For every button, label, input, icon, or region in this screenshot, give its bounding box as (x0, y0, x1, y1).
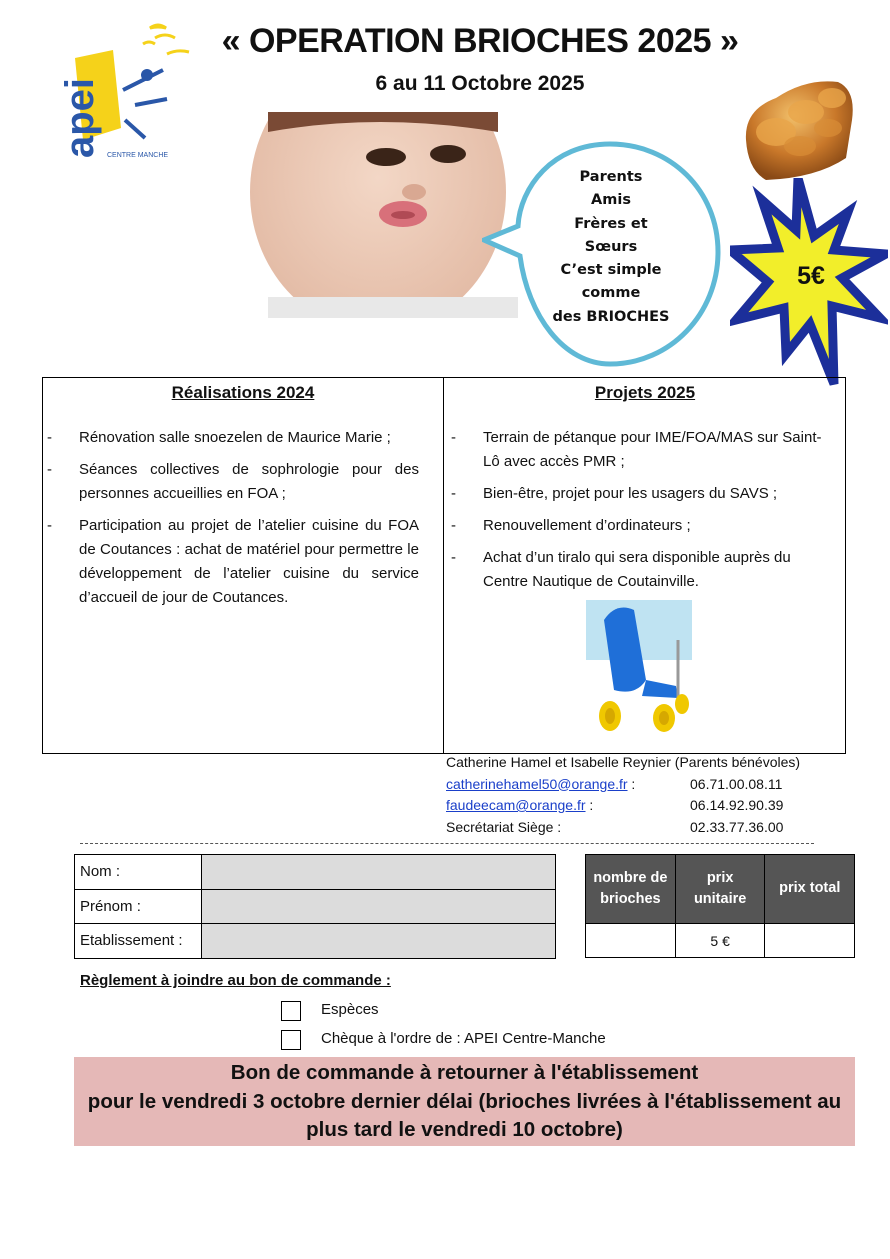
price-badge: 5€ (797, 262, 825, 290)
quantity-cell[interactable] (586, 924, 676, 958)
contact-phone: 02.33.77.36.00 (690, 818, 784, 835)
banner-line: Bon de commande à retourner à l'établissement (230, 1061, 699, 1084)
return-deadline-banner (74, 1057, 855, 1146)
list-item-text: Rénovation salle snoezelen de Maurice Marie ; (79, 429, 391, 446)
tiralo-chair-image (586, 600, 692, 736)
email-link-catherine[interactable]: catherinehamel50@orange.fr (446, 775, 628, 792)
list-item-text: Terrain de pétanque pour IME/FOA/MAS sur Saint-Lô avec accès PMR ; (483, 429, 822, 470)
especes-label: Espèces (321, 1001, 379, 1018)
header-prix-total: prix total (765, 855, 855, 924)
brioche-icon (736, 70, 858, 185)
logo-subtext: CENTRE MANCHE (107, 152, 169, 159)
table-row (586, 924, 855, 958)
bubble-line: comme (581, 285, 641, 302)
contact-row (446, 817, 800, 839)
list-item (451, 426, 836, 474)
bullet-dash: - (451, 517, 456, 534)
payment-title: Règlement à joindre au bon de commande : (80, 972, 391, 989)
contact-phone: 06.71.00.08.11 (690, 775, 783, 792)
bubble-line: Sœurs (584, 238, 638, 255)
table-row (75, 889, 556, 924)
bullet-dash: - (47, 461, 52, 478)
list-item (47, 458, 419, 506)
bubble-line: Parents (579, 169, 643, 185)
realisations-title: Réalisations 2024 (171, 383, 315, 402)
bubble-line: des BRIOCHES (552, 308, 670, 325)
list-item (451, 514, 836, 538)
contact-row (446, 795, 800, 817)
table-header-row (586, 855, 855, 924)
bubble-line: Amis (591, 192, 631, 209)
projets-title: Projets 2025 (594, 383, 696, 402)
logo-text: apei (58, 77, 102, 158)
bubble-text (520, 166, 702, 329)
etablissement-label: Etablissement : (75, 924, 202, 959)
contacts-block (446, 752, 800, 838)
list-item (47, 514, 419, 610)
bubble-line: Frères et (574, 215, 648, 232)
nom-label: Nom : (75, 855, 202, 890)
event-dates: 6 au 11 Octobre 2025 (375, 72, 585, 95)
list-item-text: Bien-être, projet pour les usagers du SAVS ; (483, 485, 778, 502)
list-item-text: Séances collectives de sophrologie pour des personnes accueillies en FOA ; (79, 461, 419, 502)
bullet-dash: - (47, 517, 52, 534)
nom-field[interactable] (202, 855, 556, 890)
bullet-dash: - (451, 549, 456, 566)
prenom-field[interactable] (202, 889, 556, 924)
cheque-label: Chèque à l'ordre de : APEI Centre-Manche (321, 1030, 606, 1047)
header-prix-unitaire: prix unitaire (675, 855, 765, 924)
order-quantity-table (585, 854, 855, 958)
total-price-cell[interactable] (765, 924, 855, 958)
contacts-heading: Catherine Hamel et Isabelle Reynier (Parents bénévoles) (446, 754, 801, 770)
contact-separator: : (627, 775, 636, 792)
prenom-label: Prénom : (75, 889, 202, 924)
realisations-list (47, 426, 419, 618)
bubble-line: C’est simple (560, 262, 662, 279)
contact-separator: : (585, 797, 594, 813)
especes-checkbox[interactable] (281, 1001, 301, 1021)
apei-logo-icon (55, 20, 205, 170)
header-nombre-brioches: nombre de brioches (586, 855, 676, 924)
list-item (47, 426, 419, 450)
column-divider (443, 378, 444, 753)
banner-line: pour le vendredi 3 octobre dernier délai (brioches livrées à l'établissement au (87, 1089, 842, 1113)
email-link-faudeecam[interactable]: faudeecam@orange.fr (446, 797, 586, 813)
table-row (75, 855, 556, 890)
bullet-dash: - (47, 429, 52, 446)
order-form-table (74, 854, 556, 959)
list-item (451, 482, 836, 506)
bullet-dash: - (451, 429, 456, 446)
banner-line: plus tard le vendredi 10 octobre) (306, 1118, 623, 1141)
cut-line (80, 843, 814, 844)
table-row (75, 924, 556, 959)
list-item (451, 546, 836, 594)
list-item-text: Achat d’un tiralo qui sera disponible auprès du Centre Nautique de Coutainville. (483, 549, 791, 590)
contact-label: Secrétariat Siège : (446, 818, 562, 835)
projects-table (42, 377, 846, 754)
list-item-text: Renouvellement d’ordinateurs ; (483, 517, 691, 534)
projets-list (451, 426, 836, 602)
contact-phone: 06.14.92.90.39 (690, 797, 784, 813)
etablissement-field[interactable] (202, 924, 556, 959)
page-title: « OPERATION BRIOCHES 2025 » (221, 22, 739, 60)
bullet-dash: - (451, 485, 456, 502)
contact-row (446, 774, 800, 796)
list-item-text: Participation au projet de l’atelier cuisine du FOA de Coutances : achat de matériel pour permettre le développement de l’atelier cuisine du service d’accueil de jour de Coutances. (79, 517, 419, 606)
cheque-checkbox[interactable] (281, 1030, 301, 1050)
unit-price-cell: 5 € (675, 924, 765, 958)
